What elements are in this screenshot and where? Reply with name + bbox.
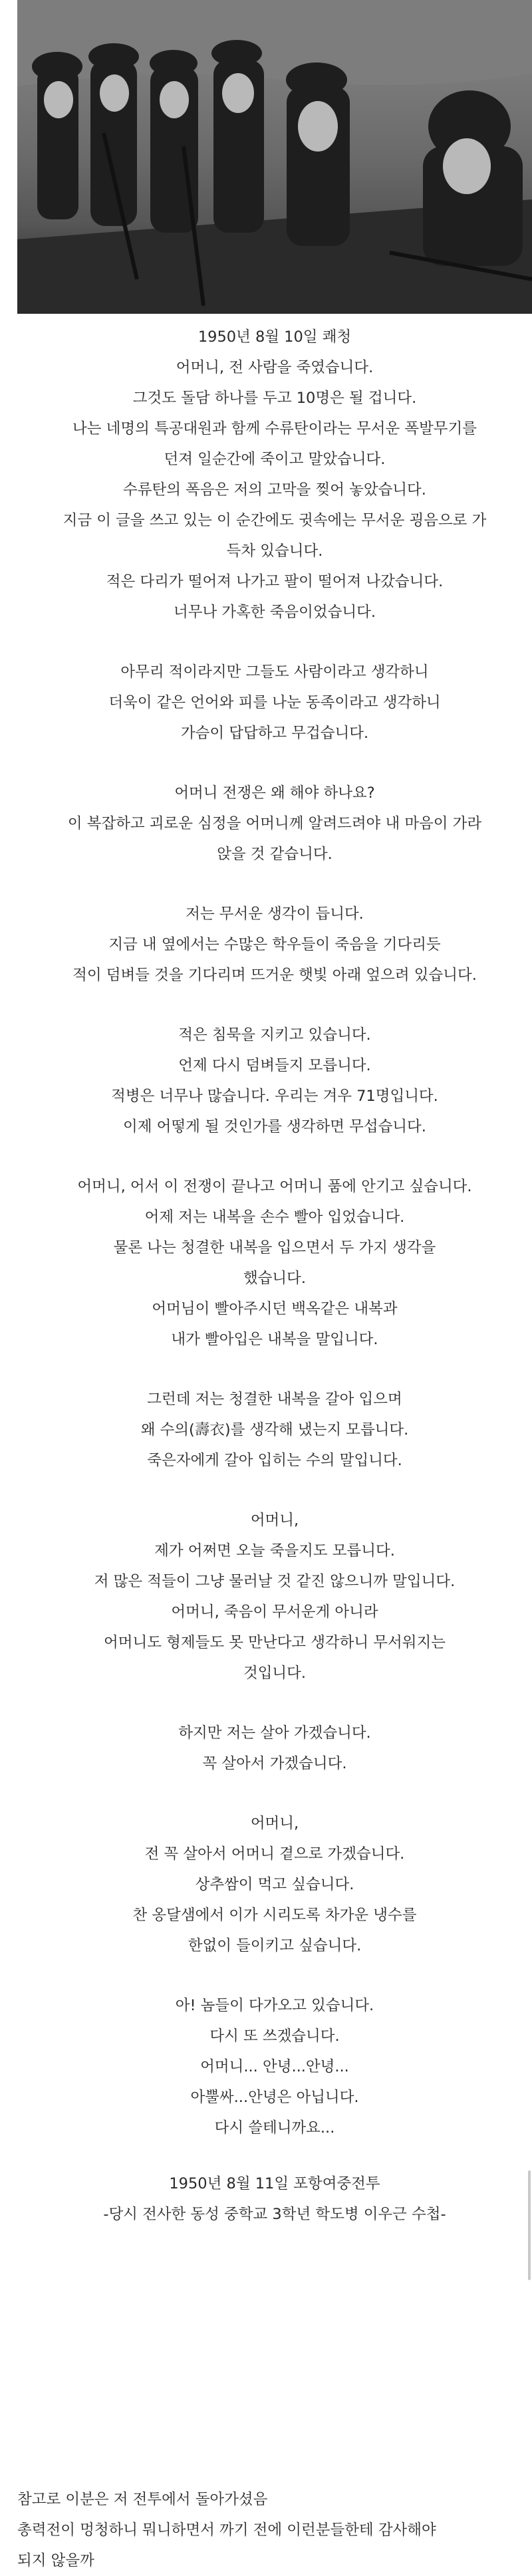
letter-date-heading: 1950년 8월 10일 쾌청 [198,328,352,346]
letter-line: 하지만 저는 살아 가겠습니다. [178,1724,371,1742]
author-note [17,2484,532,2576]
letter-signature-date: 1950년 8월 11일 포항여중전투 [169,2175,380,2192]
letter-line: 어머니... 안녕...안녕... [200,2058,349,2075]
letter-line: 것입니다. [243,1665,307,1682]
note-line: 참고로 이분은 저 전투에서 돌아가셨음 [17,2491,268,2508]
letter-line: 어머니, 전 사람을 죽였습니다. [176,359,374,376]
photo-student-soldiers [17,0,532,314]
letter-line: 했습니다. [243,1270,307,1287]
letter-line: 내가 빨아입은 내복을 말입니다. [171,1331,378,1348]
note-line: 되지 않을까 [17,2552,94,2569]
letter-line: 득차 있습니다. [226,542,323,560]
letter-line: 어머님이 빨아주시던 백옥같은 내복과 [152,1300,398,1318]
letter-signature-source: -당시 전사한 동성 중학교 3학년 학도병 이우근 수첩- [103,2206,446,2223]
letter-line: 다시 쓸테니까요... [214,2119,335,2137]
letter-line: 죽은자에게 갈아 입히는 수의 말입니다. [147,1452,402,1469]
letter-line: 지금 이 글을 쓰고 있는 이 순간에도 귓속에는 무서운 굉음으로 가 [63,512,487,529]
letter-line: 찬 옹달샘에서 이가 시리도록 차가운 냉수를 [132,1907,417,1924]
letter-line: 이제 어떻게 될 것인가를 생각하면 무섭습니다. [123,1118,426,1135]
letter-line: 적은 다리가 떨어져 나가고 팔이 떨어져 나갔습니다. [106,573,444,590]
letter-line: 더욱이 같은 언어와 피를 나눈 동족이라고 생각하니 [108,694,441,711]
letter-line: 너무나 가혹한 죽음이었습니다. [173,604,376,621]
letter-line: 어머니, [250,1512,299,1529]
letter-line: 어머니, [250,1815,299,1832]
letter-line: 꼭 살아서 가겠습니다. [202,1755,347,1772]
letter-line: 나는 네명의 특공대원과 함께 수류탄이라는 무서운 폭발무기를 [72,420,477,437]
letter-line: 아! 놈들이 다가오고 있습니다. [175,1997,374,2014]
letter-line: 제가 어쩌면 오늘 죽을지도 모릅니다. [154,1542,395,1560]
note-line: 총력전이 멍청하니 뭐니하면서 까기 전에 이런분들한테 감사해야 [17,2521,436,2539]
letter-line: 이 복잡하고 괴로운 심정을 어머니께 알려드려야 내 마음이 가라 [67,815,482,832]
letter-line: 한없이 들이키고 싶습니다. [188,1937,362,1954]
letter-line: 언제 다시 덤벼들지 모릅니다. [178,1057,371,1074]
letter-line: 어제 저는 내복을 손수 빨아 입었습니다. [144,1209,405,1226]
letter-line: 가슴이 답답하고 무겁습니다. [180,725,369,742]
letter-line: 저 많은 적들이 그냥 물러날 것 같진 않으니까 말입니다. [94,1573,456,1590]
letter-line: 왜 수의(壽衣)를 생각해 냈는지 모릅니다. [140,1421,409,1439]
letter-line: 어머니도 형제들도 못 만난다고 생각하니 무서워지는 [104,1634,446,1651]
letter-line: 수류탄의 폭음은 저의 고막을 찢어 놓았습니다. [123,481,426,499]
letter-line: 던져 일순간에 죽이고 말았습니다. [164,451,386,468]
letter-line: 아무리 적이라지만 그들도 사람이라고 생각하니 [120,663,429,681]
letter-line: 물론 나는 청결한 내복을 입으면서 두 가지 생각을 [113,1239,436,1256]
letter-line: 어머니, 죽음이 무서운게 아니라 [171,1603,378,1621]
letter-line: 어머니 전쟁은 왜 해야 하나요? [174,784,375,802]
letter-line: 그런데 저는 청결한 내복을 갈아 입으며 [147,1391,402,1408]
letter-line: 그것도 돌담 하나를 두고 10명은 될 겁니다. [132,390,417,407]
letter-line: 어머니, 어서 이 전쟁이 끝나고 어머니 품에 안기고 싶습니다. [77,1178,472,1195]
letter-line: 다시 또 쓰겠습니다. [209,2028,340,2045]
letter-line: 전 꼭 살아서 어머니 곁으로 가겠습니다. [144,1845,405,1863]
letter-line: 저는 무서운 생각이 듭니다. [186,905,364,923]
letter-line: 적병은 너무나 많습니다. 우리는 겨우 71명입니다. [111,1088,438,1105]
letter-line: 앉을 것 같습니다. [217,846,332,863]
letter-line: 아뿔싸...안녕은 아닙니다. [190,2089,359,2106]
letter-line: 적이 덤벼들 것을 기다리며 뜨거운 햇빛 아래 엎으려 있습니다. [72,967,477,984]
scrollbar-thumb[interactable] [528,2170,531,2280]
letter-line: 지금 내 옆에서는 수많은 학우들이 죽음을 기다리듯 [108,936,441,953]
letter [17,314,532,2230]
photo-student-soldiers-image [17,0,532,314]
letter-line: 상추쌈이 먹고 싶습니다. [195,1876,354,1893]
letter-line: 적은 침묵을 지키고 있습니다. [178,1026,371,1044]
